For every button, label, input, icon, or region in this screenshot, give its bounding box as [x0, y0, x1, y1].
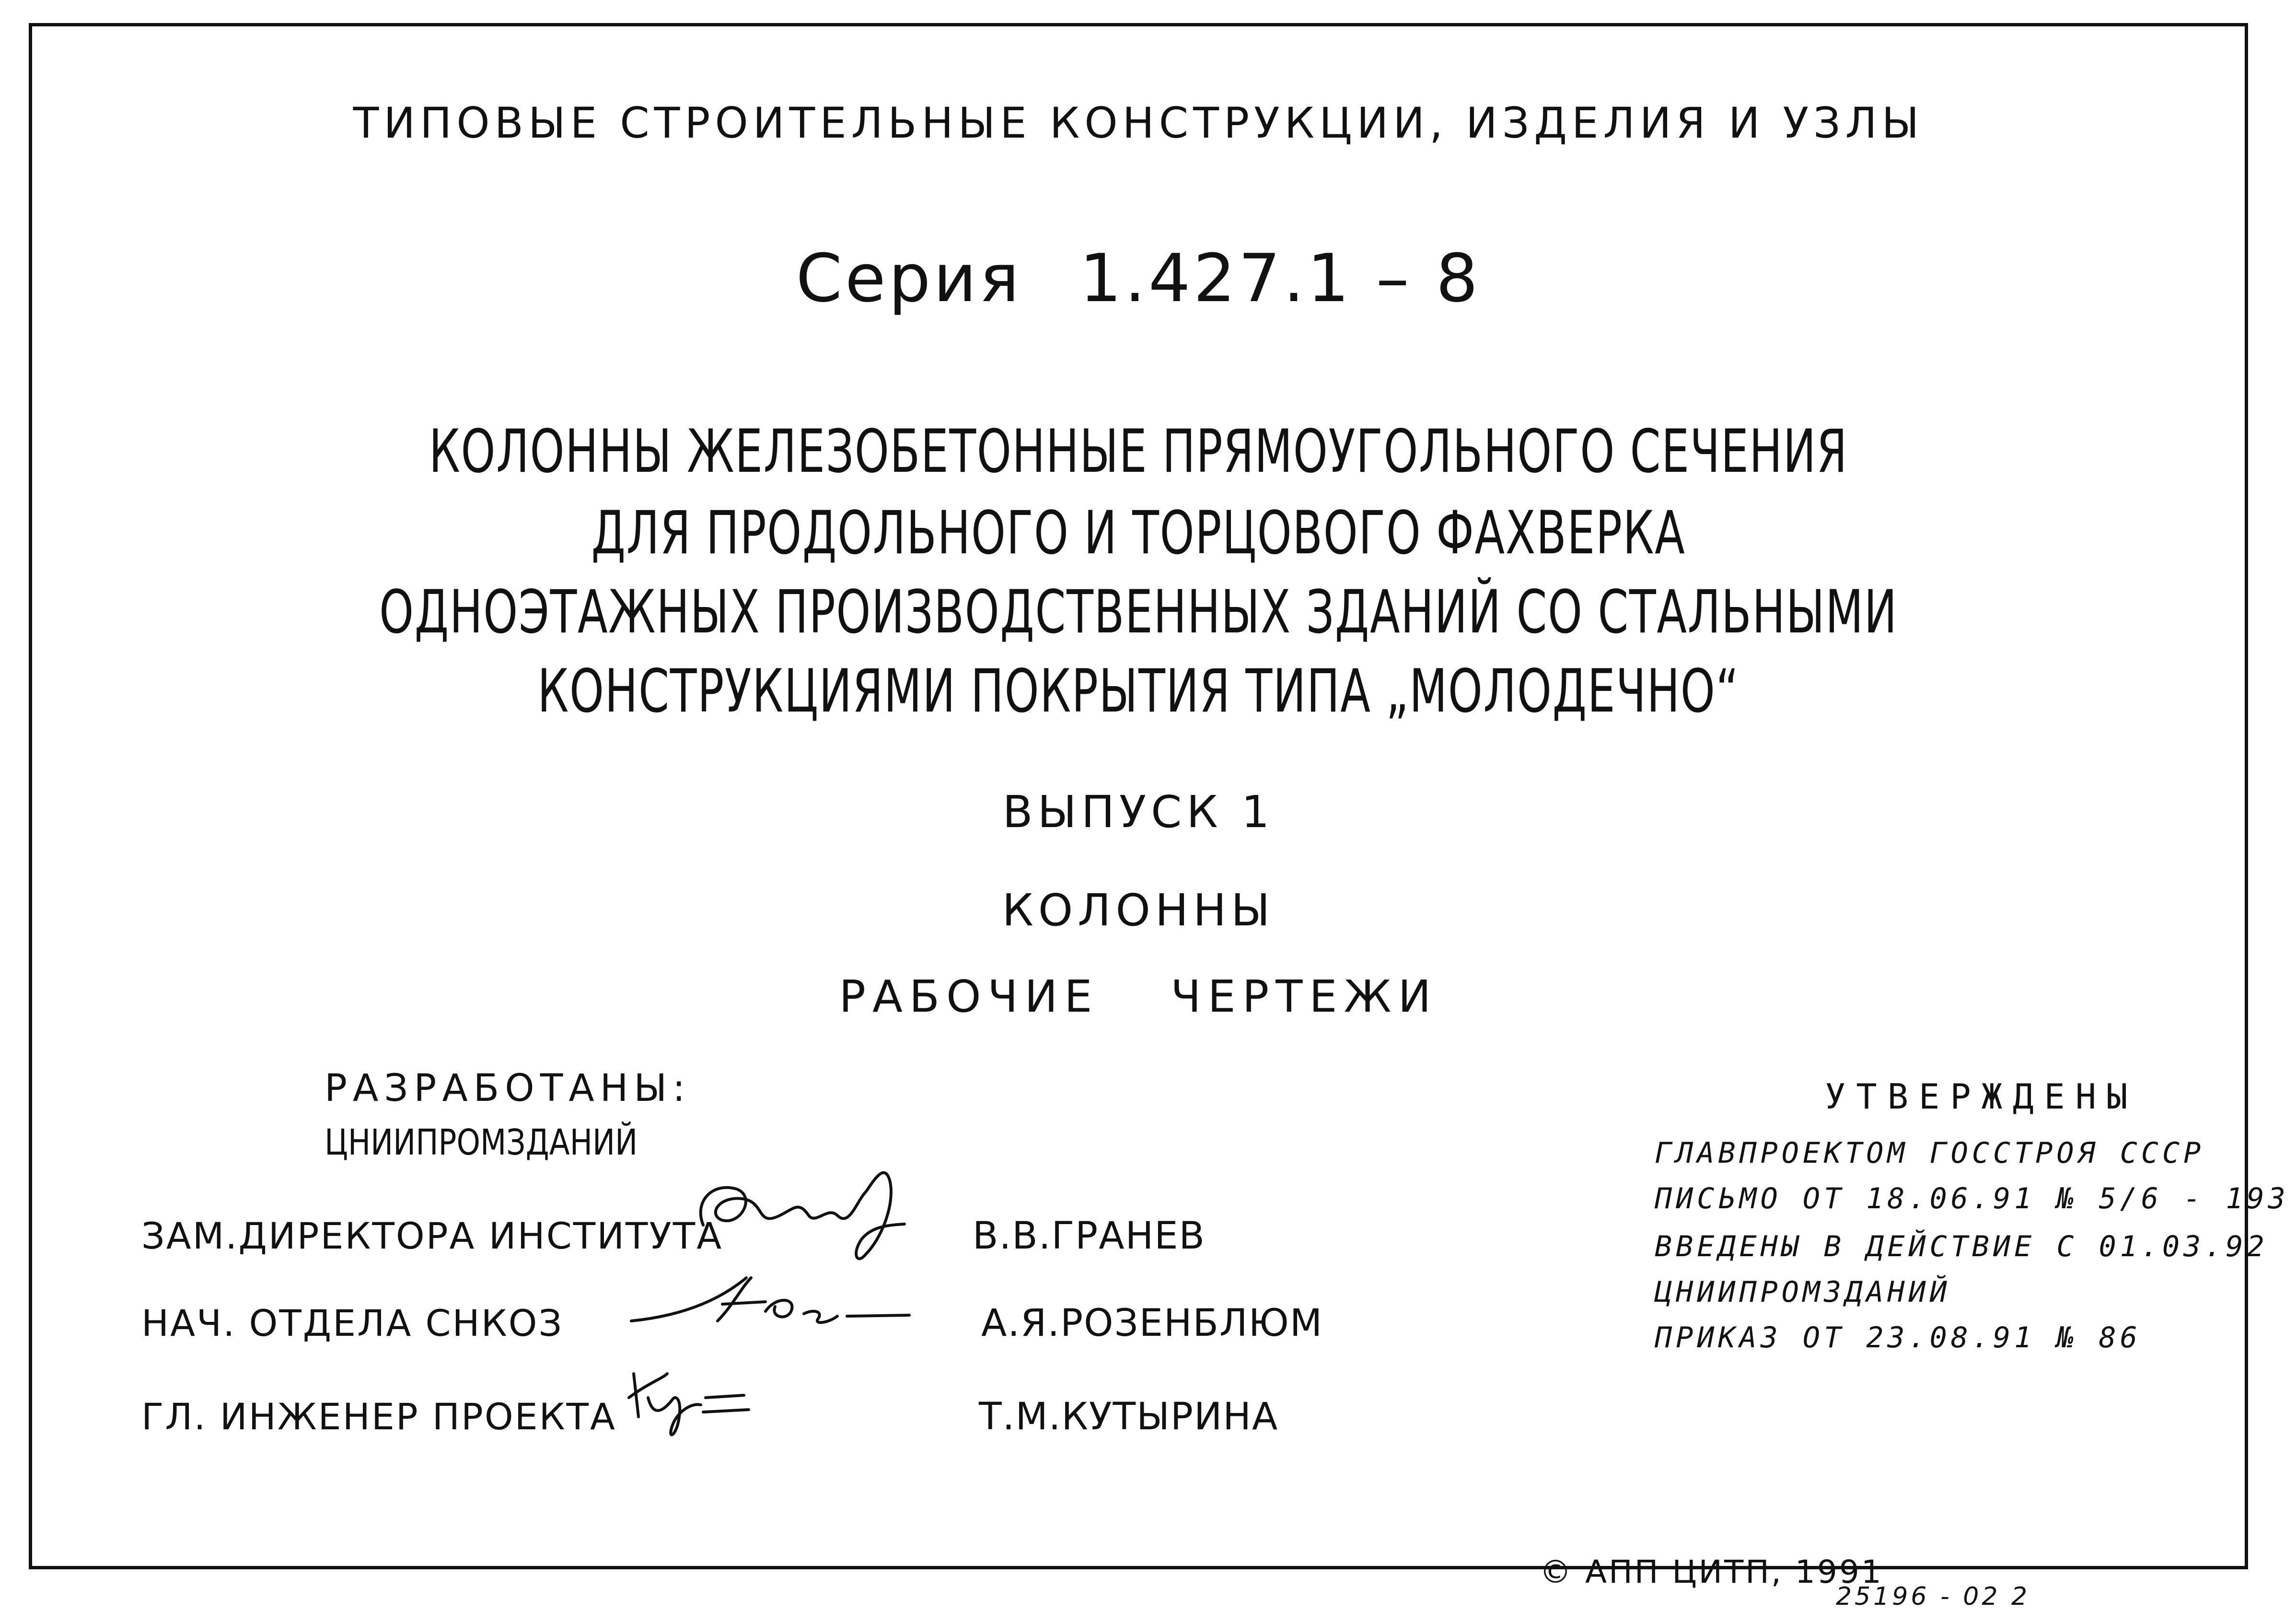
signature-deputy-director: [684, 1144, 933, 1273]
series-label: Серия: [796, 240, 1022, 317]
series-heading: [32, 240, 2245, 317]
title-line-3: ОДНОЭТАЖНЫХ ПРОИЗВОДСТВЕННЫХ ЗДАНИЙ СО СТАЛЬНЫМИ: [379, 578, 1898, 647]
staff-role-chief-engineer: ГЛ. ИНЖЕНЕР ПРОЕКТА: [141, 1395, 617, 1438]
series-category-header: ТИПОВЫЕ СТРОИТЕЛЬНЫЕ КОНСТРУКЦИИ, ИЗДЕЛИЯ И УЗЛЫ: [353, 98, 1924, 148]
approved-line-2: ПИСЬМО ОТ 18.06.91 № 5/6 - 193: [1655, 1182, 2289, 1215]
approved-line-4: ЦНИИПРОМЗДАНИЙ: [1655, 1275, 1951, 1309]
approved-line-1: ГЛАВПРОЕКТОМ ГОССТРОЯ СССР: [1655, 1136, 2205, 1170]
developer-organization: ЦНИИПРОМЗДАНИЙ: [325, 1122, 638, 1163]
approved-line-3: ВВЕДЕНЫ В ДЕЙСТВИЕ С 01.03.92: [1655, 1230, 2268, 1263]
staff-name-department-head: А.Я.РОЗЕНБЛЮМ: [981, 1302, 1323, 1345]
issue-number: ВЫПУСК 1: [1002, 786, 1275, 838]
drawing-frame: [29, 23, 2289, 1590]
approved-line-5: ПРИКАЗ ОТ 23.08.91 № 86: [1655, 1321, 2141, 1354]
staff-role-deputy-director: ЗАМ.ДИРЕКТОРА ИНСТИТУТА: [141, 1214, 723, 1257]
drawing-kind-word-1: РАБОЧИЕ: [839, 971, 1099, 1022]
signature-chief-engineer: [619, 1364, 763, 1446]
title-line-4: КОНСТРУКЦИЯМИ ПОКРЫТИЯ ТИПА „МОЛОДЕЧНО“: [537, 657, 1739, 726]
part-title: КОЛОННЫ: [1002, 885, 1275, 936]
staff-role-department-head: НАЧ. ОТДЕЛА СНКОЗ: [141, 1302, 564, 1344]
series-number: 1.427.1 – 8: [1079, 240, 1481, 317]
drawing-kind-word-2: ЧЕРТЕЖИ: [1171, 971, 1438, 1022]
staff-name-chief-engineer: Т.М.КУТЫРИНА: [979, 1395, 1279, 1438]
staff-name-deputy-director: В.В.ГРАНЕВ: [973, 1214, 1206, 1258]
signature-department-head: [622, 1268, 919, 1335]
title-line-1: КОЛОННЫ ЖЕЛЕЗОБЕТОННЫЕ ПРЯМОУГОЛЬНОГО СЕЧЕНИЯ: [429, 417, 1848, 486]
title-line-2: ДЛЯ ПРОДОЛЬНОГО И ТОРЦОВОГО ФАХВЕРКА: [591, 499, 1686, 568]
document-code: 25196 - 02 2: [1836, 1582, 2030, 1611]
copyright-notice: © АПП ЦИТП, 1991: [1540, 1553, 1883, 1590]
developed-by-label: РАЗРАБОТАНЫ:: [325, 1067, 691, 1110]
drawing-kind: [32, 971, 2245, 1022]
approved-title: УТВЕРЖДЕНЫ: [1825, 1076, 2138, 1117]
